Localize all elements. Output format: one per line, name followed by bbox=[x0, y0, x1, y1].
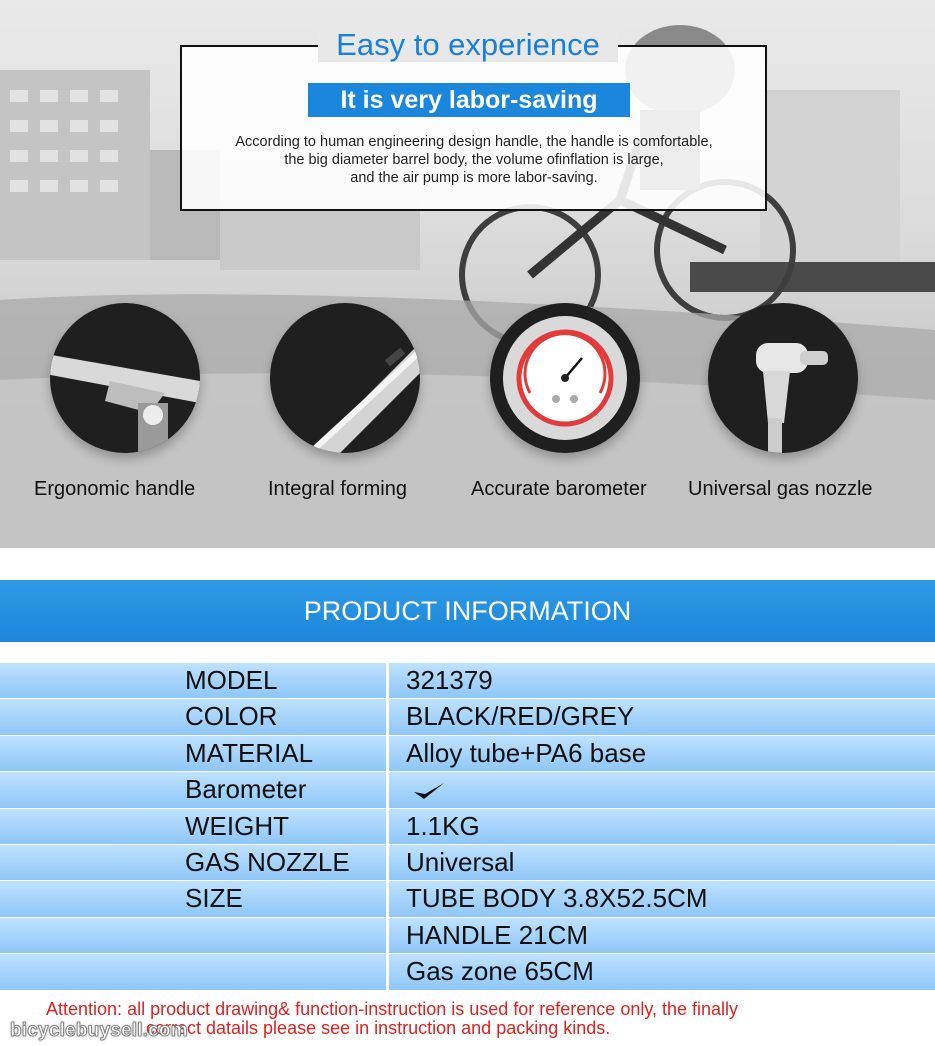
watermark: bicyclebuysell.com bbox=[10, 1020, 188, 1041]
description-line: and the air pump is more labor-saving. bbox=[350, 170, 598, 186]
feature-label-nozzle: Universal gas nozzle bbox=[688, 478, 873, 500]
column-divider bbox=[386, 845, 389, 880]
feature-label-handle: Ergonomic handle bbox=[34, 478, 196, 500]
attention-line bbox=[46, 1000, 926, 1019]
hero-banner: It is very labor-saving bbox=[308, 83, 630, 117]
description-line: the big diameter barrel body, the volume ofinflation is large, bbox=[284, 152, 664, 168]
tube-icon bbox=[270, 303, 420, 453]
row-label: GAS NOZZLE bbox=[185, 846, 350, 877]
row-label: SIZE bbox=[185, 883, 243, 914]
table-row bbox=[0, 881, 935, 917]
column-divider bbox=[386, 809, 389, 844]
column-divider bbox=[386, 736, 389, 771]
table-row bbox=[0, 772, 935, 808]
row-label: Barometer bbox=[185, 774, 307, 805]
nozzle-icon bbox=[708, 303, 858, 453]
row-value: 1.1KG bbox=[406, 810, 480, 841]
feature-label-tube: Integral forming bbox=[268, 478, 407, 500]
column-divider bbox=[386, 954, 389, 989]
row-label: WEIGHT bbox=[185, 810, 289, 841]
row-value: TUBE BODY 3.8X52.5CM bbox=[406, 883, 708, 914]
product-info-header: PRODUCT INFORMATION bbox=[0, 580, 935, 642]
table-row bbox=[0, 918, 935, 954]
row-value: 321379 bbox=[406, 665, 493, 695]
row-value: Universal bbox=[406, 846, 515, 877]
handle-icon bbox=[50, 303, 200, 453]
feature-label-gauge: Accurate barometer bbox=[471, 478, 647, 500]
row-label: MATERIAL bbox=[185, 737, 314, 768]
attention-line: correct datails please see in instruction and packing kinds. bbox=[146, 1018, 611, 1038]
gauge-icon bbox=[490, 303, 640, 453]
hero-title: Easy to experience bbox=[302, 24, 634, 66]
column-divider bbox=[386, 881, 389, 916]
table-row bbox=[0, 736, 935, 772]
attention-text: all product drawing& function-instruction is used for reference only, the finally bbox=[122, 999, 739, 1019]
hero-description bbox=[184, 133, 764, 187]
row-label: COLOR bbox=[185, 701, 278, 732]
column-divider bbox=[386, 663, 389, 698]
product-info-table bbox=[0, 663, 935, 991]
column-divider bbox=[386, 699, 389, 734]
column-divider bbox=[386, 918, 389, 953]
table-row bbox=[0, 699, 935, 735]
column-divider bbox=[386, 772, 389, 807]
table-row bbox=[0, 954, 935, 990]
row-value: BLACK/RED/GREY bbox=[406, 701, 635, 732]
table-row bbox=[0, 845, 935, 881]
row-value: Gas zone 65CM bbox=[406, 956, 594, 987]
table-row bbox=[0, 809, 935, 845]
checkmark-icon bbox=[412, 780, 446, 802]
attention-prefix: Attention: bbox=[46, 999, 123, 1019]
row-value: Alloy tube+PA6 base bbox=[406, 737, 647, 768]
row-value: HANDLE 21CM bbox=[406, 919, 589, 950]
description-line: According to human engineering design handle, the handle is comfortable, bbox=[235, 134, 713, 150]
row-label: MODEL bbox=[185, 665, 278, 695]
table-row bbox=[0, 663, 935, 699]
